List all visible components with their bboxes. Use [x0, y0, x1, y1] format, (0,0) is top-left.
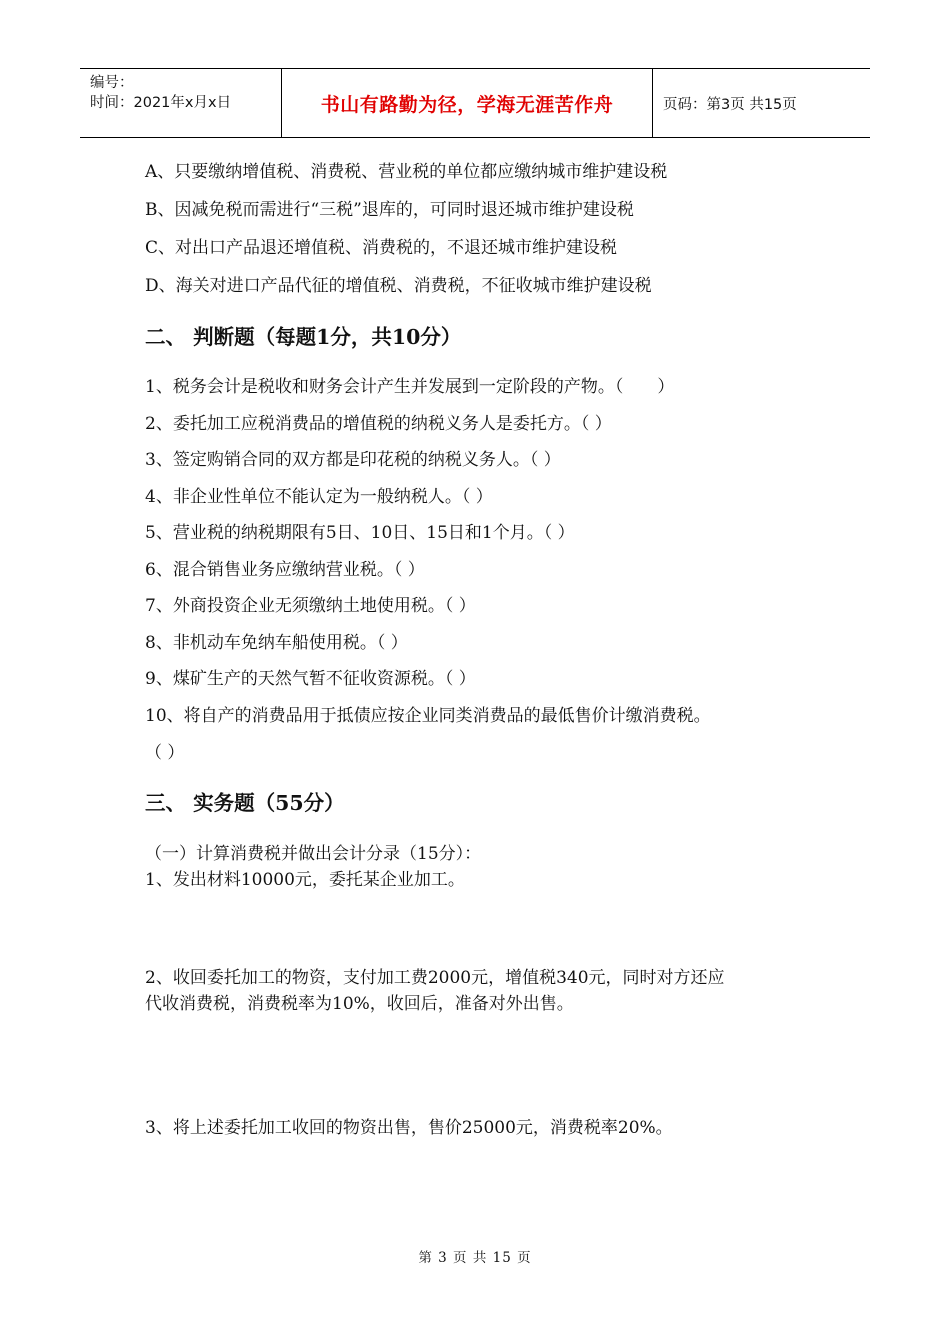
practice-question-1: 1、发出材料10000元，委托某企业加工。 — [145, 870, 465, 890]
judgment-item-4: 4、非企业性单位不能认定为一般纳税人。（ ） — [145, 487, 493, 507]
page-footer: 第 3 页 共 15 页 — [418, 1250, 532, 1266]
judgment-item-10: 10、将自产的消费品用于抵债应按企业同类消费品的最低售价计缴消费税。 — [145, 706, 711, 726]
header-page-info: 页码：第3页 共15页 — [663, 96, 797, 113]
header-date: 时间：2021年x月x日 — [90, 95, 232, 111]
practice-question-3: 3、将上述委托加工收回的物资出售，售价25000元，消费税率20%。 — [145, 1118, 673, 1138]
practice-question-2-line-2: 代收消费税，消费税率为10%，收回后，准备对外出售。 — [145, 994, 574, 1014]
judgment-item-10-answer: （ ） — [145, 743, 185, 763]
header-motto: 书山有路勤为径，学海无涯苦作舟 — [281, 69, 653, 137]
option-b: B、因减免税而需进行“三税”退库的，可同时退还城市维护建设税 — [145, 200, 634, 220]
judgment-item-6: 6、混合销售业务应缴纳营业税。（ ） — [145, 560, 425, 580]
option-c: C、对出口产品退还增值税、消费税的，不退还城市维护建设税 — [145, 238, 618, 258]
section-3-subtitle: （一）计算消费税并做出会计分录（15分）： — [145, 844, 482, 864]
practice-question-2-line-1: 2、收回委托加工的物资，支付加工费2000元，增值税340元，同时对方还应 — [145, 968, 725, 988]
option-d: D、海关对进口产品代征的增值税、消费税，不征收城市维护建设税 — [145, 276, 652, 296]
header-number-label: 编号： — [90, 75, 134, 91]
judgment-item-2: 2、委托加工应税消费品的增值税的纳税义务人是委托方。（ ） — [145, 414, 612, 434]
judgment-item-8: 8、非机动车免纳车船使用税。（ ） — [145, 633, 408, 653]
section-3-title: 三、 实务题（55分） — [145, 791, 345, 815]
option-a: A、只要缴纳增值税、消费税、营业税的单位都应缴纳城市维护建设税 — [145, 162, 668, 182]
page-header — [80, 68, 870, 138]
judgment-item-9: 9、煤矿生产的天然气暂不征收资源税。（ ） — [145, 669, 476, 689]
judgment-item-3: 3、签定购销合同的双方都是印花税的纳税义务人。（ ） — [145, 450, 561, 470]
section-2-title: 二、 判断题（每题1分，共10分） — [145, 325, 462, 349]
header-meta — [80, 69, 281, 137]
judgment-item-7: 7、外商投资企业无须缴纳土地使用税。（ ） — [145, 596, 476, 616]
judgment-item-5: 5、营业税的纳税期限有5日、10日、15日和1个月。（ ） — [145, 523, 575, 543]
judgment-item-1: 1、税务会计是税收和财务会计产生并发展到一定阶段的产物。（ ） — [145, 377, 675, 397]
